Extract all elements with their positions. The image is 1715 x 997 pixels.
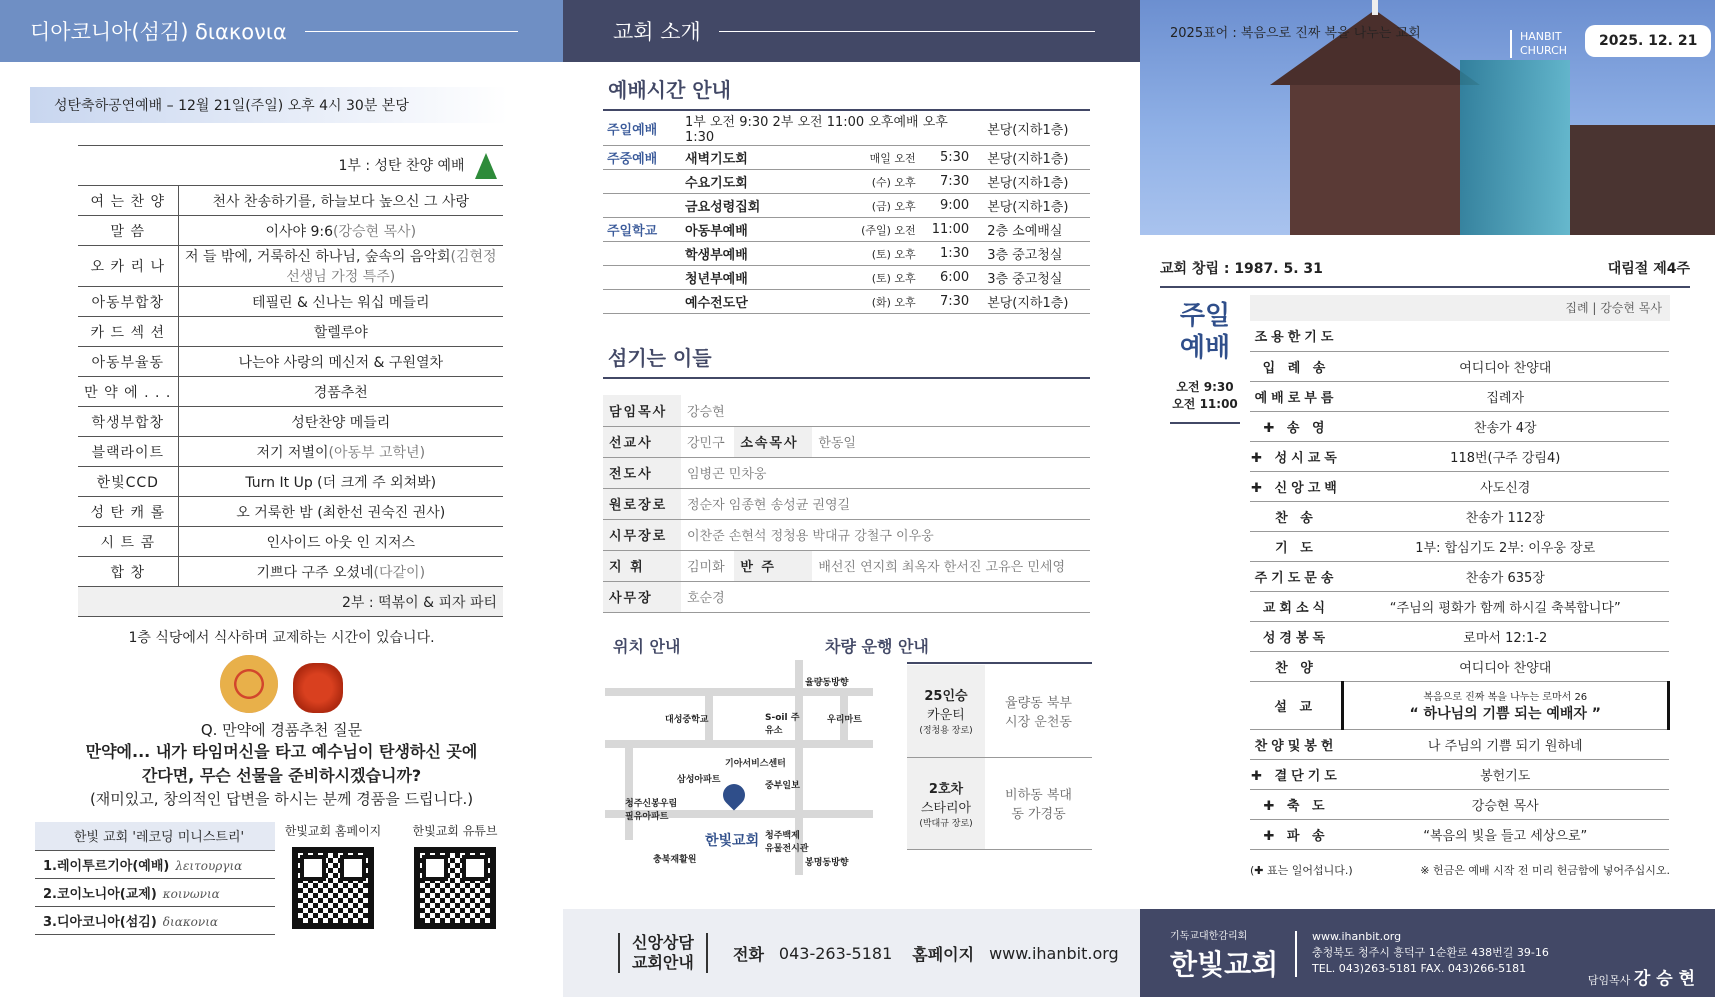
staff-role: 지 휘 (603, 550, 681, 581)
worship-day: (화) 오후 (846, 290, 920, 314)
worship-place: 본당(지하1층) (973, 290, 1090, 314)
map-label: 기아서비스센터 (725, 759, 786, 769)
pastor-label: 담임목사 (1587, 974, 1631, 987)
worship-name: 아동부예배 (681, 218, 846, 242)
service-item: 찬양및봉헌 (1254, 738, 1338, 754)
stand-icon: ✚ (1263, 420, 1287, 436)
service-row (1250, 501, 1669, 531)
program-value: 경품추천 (313, 384, 368, 401)
brand-logo: HANBIT CHURCH (1510, 30, 1590, 58)
worship-place: 본당(지하1층) (973, 110, 1090, 146)
worship-row (603, 242, 1090, 266)
denomination: 기독교대한감리회 (1170, 931, 1248, 942)
staff-row (603, 519, 1090, 550)
program-note: (아동부 고학년) (328, 444, 426, 461)
program-table (78, 145, 503, 617)
service-row (1250, 789, 1669, 819)
worship-name: 학생부예배 (681, 242, 846, 266)
address: 충청북도 청주시 흥덕구 1순환로 438번길 39-16 (1312, 946, 1549, 959)
service-item: 기 도 (1275, 540, 1317, 556)
service-value: 찬송가 112장 (1342, 501, 1669, 531)
service-item: 입 례 송 (1262, 360, 1330, 376)
service-value: 강승현 목사 (1342, 789, 1669, 819)
question-line3: (재미있고, 창의적인 답변을 하시는 분께 경품을 드립니다.) (89, 790, 474, 808)
service-item: 조용한기도 (1254, 330, 1338, 346)
map-label: S-oil 주유소 (765, 713, 800, 736)
program-item: 시 트 콤 (78, 527, 178, 557)
vehicle-row (907, 757, 1092, 849)
qr-code-icon (292, 847, 374, 929)
program-value: 천사 찬송하기를, 하늘보다 높으신 그 사랑 (212, 193, 470, 210)
service-row (1250, 729, 1669, 759)
map-label: 충북재활원 (653, 855, 697, 865)
vehicle-name: 25인승 (924, 689, 968, 705)
worship-day: 매일 오전 (846, 146, 920, 170)
tel-fax: TEL. 043)263-5181 FAX. 043)266-5181 (1312, 962, 1527, 975)
service-time: 오전 9:30 (1176, 380, 1234, 394)
program-item: 학생부합창 (78, 407, 178, 437)
christmas-tree-icon (475, 153, 497, 179)
bulletin-date: 2025. 12. 21 (1585, 25, 1711, 57)
service-value: 118번(구주 강림4) (1342, 441, 1669, 471)
question-line1: 만약에... 내가 타임머신을 타고 예수님이 탄생하신 곳에 (85, 742, 478, 761)
worship-day: (금) 오후 (846, 194, 920, 218)
sermon-series: 복음으로 진짜 복을 나누는 로마서 26 (1423, 691, 1588, 703)
pizza-icon (220, 655, 278, 713)
staff-names: 강민구 (681, 426, 734, 457)
homepage-label: 홈페이지 (912, 944, 975, 964)
staff-row (603, 488, 1090, 519)
service-item: 파 송 (1286, 828, 1329, 844)
service-value: “주님의 평화가 함께 하시길 축복합니다” (1342, 591, 1669, 621)
staff-row (603, 426, 1090, 457)
program-item: 한빛CCD (78, 467, 178, 497)
program-value: Turn It Up (더 크게 주 외쳐봐) (245, 474, 437, 491)
website[interactable]: www.ihanbit.org (1312, 930, 1402, 943)
location-pin-icon (718, 779, 749, 810)
staff-row (603, 395, 1090, 426)
program-item: 말 씀 (78, 216, 178, 246)
service-value: 나 주님의 기쁨 되기 원하네 (1342, 729, 1669, 759)
service-item: 결단기도 (1274, 768, 1341, 784)
part1-title: 1부 : 성탄 찬양 예배 (338, 157, 465, 174)
program-row (78, 497, 503, 527)
worship-time: 7:30 (920, 290, 974, 314)
service-row (1250, 321, 1669, 351)
vehicle-model: 스타리아 (920, 800, 972, 816)
staff-names: 강승현 (681, 395, 1090, 426)
founded-date: 교회 창립 : 1987. 5. 31 (1160, 261, 1323, 277)
worship-place: 3층 중고청실 (973, 266, 1090, 290)
vehicle-route: 비하동 복대동 가경동 (985, 757, 1092, 849)
staff-names: 김미화 (681, 550, 734, 581)
service-item: 송 영 (1286, 420, 1329, 436)
ministry-greek: λειτουργια (175, 858, 243, 873)
ministry-greek: διακονια (162, 914, 219, 929)
program-item: 만 약 에 . . . (78, 377, 178, 407)
staff-role: 소속목사 (734, 426, 812, 457)
staff-table (603, 395, 1090, 613)
program-note: (김현정 선생님 가정 특주) (286, 249, 497, 285)
program-value: 저기 저별이 (256, 444, 329, 461)
worship-place: 본당(지하1층) (973, 146, 1090, 170)
church-info-bar (1160, 258, 1690, 288)
worship-row (603, 218, 1090, 242)
program-row (78, 377, 503, 407)
worship-place: 2층 소예배실 (973, 218, 1090, 242)
worship-place: 본당(지하1층) (973, 170, 1090, 194)
worship-time: 6:00 (920, 266, 974, 290)
qr-code-icon (414, 847, 496, 929)
program-value: 인사이드 아웃 인 지저스 (266, 534, 416, 551)
program-item: 오 카 리 나 (78, 246, 178, 287)
sermon-label: 설 교 (1250, 681, 1342, 729)
vehicle-model: 카운티 (927, 708, 965, 724)
question-title: Q. 만약에 경품추천 질문 (200, 721, 363, 739)
service-value: 봉헌기도 (1342, 759, 1669, 789)
service-row (1250, 471, 1669, 501)
service-row (1250, 651, 1669, 681)
worship-category (603, 242, 681, 266)
header-title: 디아코니아(섬김) διακονια (30, 20, 287, 44)
worship-name: 새벽기도회 (681, 146, 846, 170)
location-map[interactable] (605, 660, 873, 875)
qr-label: 한빛교회 유튜브 (412, 824, 498, 838)
worship-row (603, 290, 1090, 314)
worship-row (603, 170, 1090, 194)
event-notice: 성탄축하공연예배 – 12월 21일(주일) 오후 4시 30분 본당 (30, 87, 508, 123)
program-row (78, 287, 503, 317)
program-row (78, 407, 503, 437)
service-value: 여디디아 찬양대 (1342, 651, 1669, 681)
ministry-item: 3.디아코니아(섬김) (43, 914, 157, 930)
program-value: 오 거룩한 밤 (최한선 권숙진 권사) (236, 504, 446, 521)
service-value: 찬송가 4장 (1342, 411, 1669, 441)
phone-label: 전화 (733, 944, 764, 964)
service-row (1250, 351, 1669, 381)
service-row (1250, 621, 1669, 651)
church-map-marker[interactable]: 한빛교회 (705, 833, 760, 849)
staff-title: 섬기는 이들 (608, 346, 712, 370)
service-value: 1부: 합심기도 2부: 이우웅 장로 (1342, 531, 1669, 561)
middle-panel (563, 0, 1140, 997)
sermon-title: “ 하나님의 기쁨 되는 예배자 ” (1409, 705, 1602, 722)
vehicle-row (907, 665, 1092, 757)
worship-time: 5:30 (920, 146, 974, 170)
staff-role: 원로장로 (603, 488, 681, 519)
worship-name: 수요기도회 (681, 170, 846, 194)
program-row (78, 467, 503, 497)
map-label: 대성중학교 (665, 715, 709, 725)
stand-icon: ✚ (1251, 768, 1275, 784)
program-item: 아동부합창 (78, 287, 178, 317)
program-value: 할렐루야 (313, 324, 368, 341)
worship-time: 1:30 (920, 242, 974, 266)
staff-role: 반 주 (734, 550, 812, 581)
map-label: 청주백제 유물전시관 (765, 831, 809, 854)
order-of-service (1250, 321, 1670, 850)
program-value: 기쁘다 구주 오셨네 (256, 564, 374, 581)
youtube-qr[interactable] (405, 822, 505, 929)
service-value (1342, 321, 1669, 351)
service-item: 축 도 (1286, 798, 1329, 814)
motto: 2025표어 : 복음으로 진짜 복을 나누는 교회 (1170, 26, 1421, 41)
officiant: 집례 | 강승현 목사 (1250, 295, 1670, 321)
service-row (1250, 381, 1669, 411)
service-row (1250, 819, 1669, 849)
program-row (78, 216, 503, 246)
worship-table (603, 109, 1090, 314)
ministry-table (35, 822, 275, 935)
program-item: 블랙라이트 (78, 437, 178, 467)
vehicle-title: 차량 운행 안내 (825, 637, 929, 656)
program-item: 성 탄 캐 롤 (78, 497, 178, 527)
staff-names: 한동일 (812, 426, 1090, 457)
map-label: 중부일보 (765, 781, 800, 791)
map-title: 위치 안내 (613, 637, 681, 656)
program-row (78, 557, 503, 587)
service-value: 찬송가 635장 (1342, 561, 1669, 591)
worship-day: (주일) 오전 (846, 218, 920, 242)
vehicle-route: 율량동 북부시장 운천동 (985, 665, 1092, 757)
program-row (78, 347, 503, 377)
offering-note: ※ 헌금은 예배 시작 전 미리 헌금함에 넣어주십시오. (1420, 864, 1670, 877)
service-row (1250, 561, 1669, 591)
program-item: 아동부율동 (78, 347, 178, 377)
staff-role: 시무장로 (603, 519, 681, 550)
liturgical-season: 대림절 제4주 (1607, 261, 1690, 277)
staff-role: 선교사 (603, 426, 681, 457)
service-time: 오전 11:00 (1172, 397, 1238, 411)
worship-time: 9:00 (920, 194, 974, 218)
worship-day: (토) 오후 (846, 266, 920, 290)
header-title: 교회 소개 (613, 20, 701, 44)
worship-day: (수) 오후 (846, 170, 920, 194)
staff-row (603, 457, 1090, 488)
worship-category (603, 266, 681, 290)
homepage-qr[interactable] (283, 822, 383, 929)
worship-row (603, 194, 1090, 218)
program-value: 테필린 & 신나는 워십 메들리 (252, 294, 430, 311)
service-item: 성시교독 (1274, 450, 1341, 466)
left-panel (0, 0, 563, 997)
service-value: 여디디아 찬양대 (1342, 351, 1669, 381)
program-row (78, 437, 503, 467)
service-item: 교회소식 (1262, 600, 1330, 616)
program-value: 성탄찬양 메들리 (291, 414, 391, 431)
service-value: 로마서 12:1-2 (1342, 621, 1669, 651)
staff-role: 전도사 (603, 457, 681, 488)
stand-icon: ✚ (1251, 480, 1275, 496)
staff-names: 정순자 임종현 송성균 권영길 (681, 488, 1090, 519)
standing-note: (✚ 표는 일어섭니다.) (1250, 864, 1353, 877)
pastor-name: 강 승 현 (1633, 969, 1695, 989)
service-row (1250, 531, 1669, 561)
worship-row (603, 110, 1090, 146)
tteokbokki-icon (293, 663, 343, 713)
program-value: 저 들 밖에, 거룩하신 하나님, 숲속의 음악회 (184, 249, 451, 265)
program-note: (강승현 목사) (333, 223, 417, 240)
worship-category (603, 194, 681, 218)
meal-text: 1층 식당에서 식사하며 교제하는 시간이 있습니다. (128, 630, 435, 646)
program-note: (다같이) (373, 564, 426, 581)
food-images (0, 655, 563, 715)
program-item: 합 창 (78, 557, 178, 587)
staff-role: 사무장 (603, 581, 681, 612)
question-line2: 간다면, 무슨 선물을 준비하시겠습니까? (141, 766, 422, 785)
vehicle-table (907, 665, 1092, 850)
worship-place: 3층 중고청실 (973, 242, 1090, 266)
worship-category (603, 170, 681, 194)
vehicle-name: 2호차 (928, 781, 964, 797)
part2-title: 2부 : 떡볶이 & 피자 파티 (78, 587, 503, 617)
vehicle-driver: (정청용 장로) (919, 726, 973, 737)
service-item: 신앙고백 (1274, 480, 1341, 496)
worship-time: 7:30 (920, 170, 974, 194)
contact-footer (563, 909, 1140, 997)
program-row (78, 527, 503, 557)
stand-icon: ✚ (1251, 450, 1275, 466)
staff-row (603, 550, 1090, 581)
homepage-link[interactable]: www.ihanbit.org (989, 943, 1119, 963)
service-row (1250, 441, 1669, 471)
section-header (0, 0, 563, 62)
vehicle-driver: (박대규 장로) (919, 818, 973, 829)
service-value: “복음의 빛을 들고 세상으로” (1342, 819, 1669, 849)
staff-names: 호순경 (681, 581, 1090, 612)
service-value: 사도신경 (1342, 471, 1669, 501)
worship-name: 예수전도단 (681, 290, 846, 314)
right-panel (1140, 0, 1715, 997)
service-label (1170, 300, 1240, 424)
service-item: 찬 송 (1275, 510, 1317, 526)
section-header (563, 0, 1140, 62)
service-item: 찬 양 (1275, 660, 1317, 676)
program-item: 카 드 섹 션 (78, 317, 178, 347)
program-row (78, 317, 503, 347)
worship-category (603, 290, 681, 314)
service-item: 주기도문송 (1254, 570, 1338, 586)
worship-row (603, 266, 1090, 290)
worship-name: 1부 오전 9:30 2부 오전 11:00 오후예배 오후 1:30 (681, 110, 973, 146)
staff-names: 이찬준 손현석 정청용 박대규 강철구 이우웅 (681, 519, 1090, 550)
church-photo (1140, 0, 1715, 235)
qr-label: 한빛교회 홈페이지 (284, 824, 382, 838)
stand-icon: ✚ (1263, 798, 1287, 814)
ministry-item: 2.코이노니아(교제) (43, 886, 157, 902)
map-label: 봉명동방향 (805, 858, 849, 868)
worship-category: 주중예배 (603, 146, 681, 170)
phone-number[interactable]: 043-263-5181 (778, 943, 893, 963)
counsel-label: 신앙상담 교회안내 (618, 933, 708, 973)
program-row (78, 186, 503, 216)
ministry-item: 1.레이투르기아(예배) (43, 858, 170, 874)
church-logo: 한빛교회 (1170, 948, 1279, 981)
map-label: 율량동방향 (805, 678, 849, 688)
staff-role: 담임목사 (603, 395, 681, 426)
worship-category: 주일예배 (603, 110, 681, 146)
worship-title: 예배시간 안내 (608, 78, 731, 102)
staff-row (603, 581, 1090, 612)
sermon-row (1250, 681, 1669, 729)
service-row (1250, 411, 1669, 441)
worship-row (603, 146, 1090, 170)
church-footer (1140, 909, 1715, 997)
map-label: 삼성아파트 (677, 775, 721, 785)
map-label: 청주신봉우림 필유아파트 (625, 799, 678, 822)
ministry-title: 한빛 교회 '레코딩 미니스트리' (35, 822, 275, 850)
ministry-greek: κοινωνια (162, 886, 220, 901)
program-value: 이사야 9:6 (265, 223, 334, 240)
service-item: 성경봉독 (1262, 630, 1330, 646)
worship-time: 11:00 (920, 218, 974, 242)
program-row (78, 246, 503, 287)
staff-names: 배선진 연지희 최옥자 한서진 고유은 민세영 (812, 550, 1090, 581)
worship-place: 본당(지하1층) (973, 194, 1090, 218)
staff-names: 임병곤 민차웅 (681, 457, 1090, 488)
service-row (1250, 591, 1669, 621)
worship-name: 청년부예배 (681, 266, 846, 290)
stand-icon: ✚ (1263, 828, 1287, 844)
service-value: 집례자 (1342, 381, 1669, 411)
map-label: 우리마트 (827, 715, 862, 725)
service-row (1250, 759, 1669, 789)
worship-day: (토) 오후 (846, 242, 920, 266)
service-title: 주일 예배 (1179, 301, 1231, 363)
program-value: 나는야 사랑의 메신저 & 구원열차 (238, 354, 444, 371)
service-item: 예배로부름 (1254, 390, 1338, 406)
program-item: 여 는 찬 양 (78, 186, 178, 216)
worship-name: 금요성령집회 (681, 194, 846, 218)
worship-category: 주일학교 (603, 218, 681, 242)
